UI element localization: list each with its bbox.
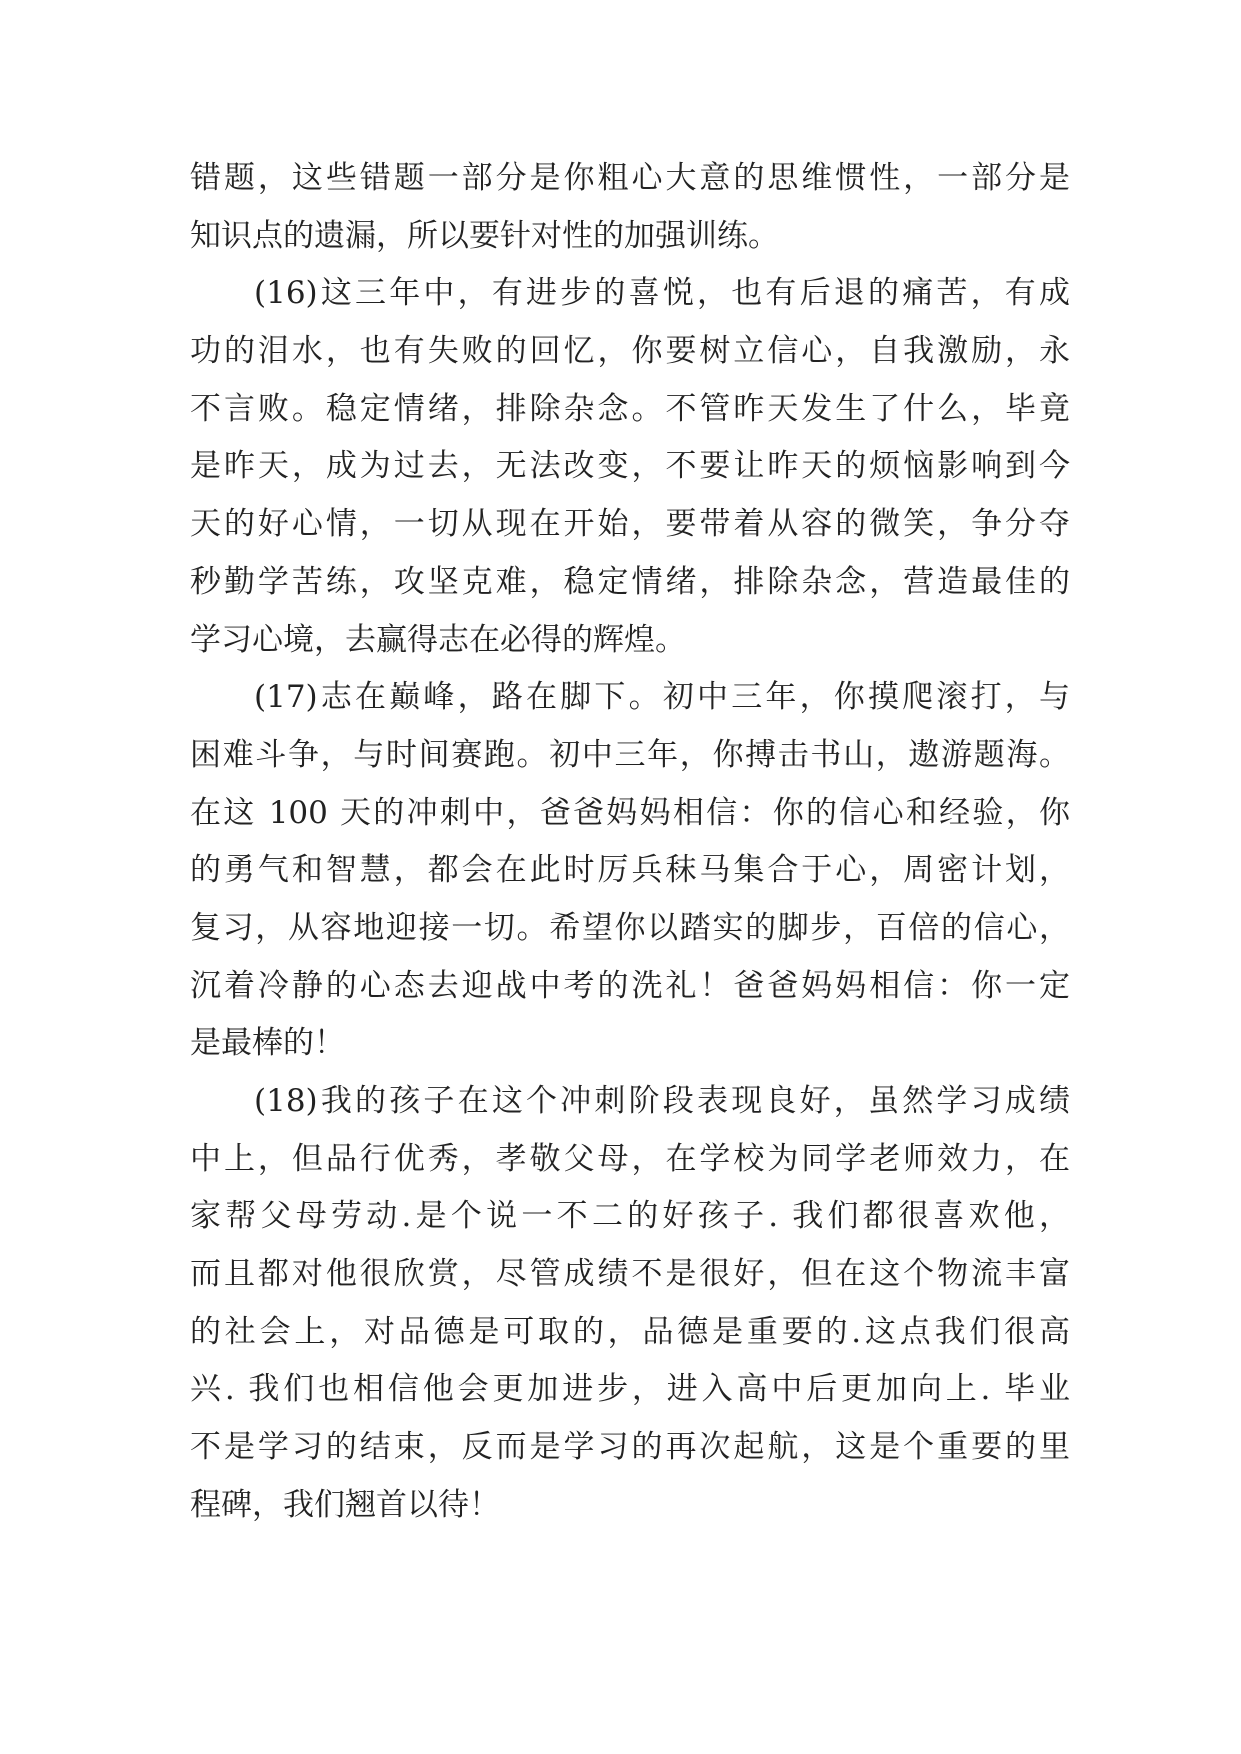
text-line: 功的泪水，也有失败的回忆，你要树立信心，自我激励，永 (190, 333, 1070, 370)
text-line: 是昨天，成为过去，无法改变，不要让昨天的烦恼影响到今 (190, 448, 1070, 485)
text-line: 知识点的遗漏，所以要针对性的加强训练。 (190, 217, 779, 254)
paragraph-17-first-line: (17)志在巅峰，路在脚下。初中三年，你摸爬滚打，与 (254, 679, 1070, 716)
text-line: 学习心境，去赢得志在必得的辉煌。 (190, 621, 686, 658)
text-line: 不是学习的结束，反而是学习的再次起航，这是个重要的里 (190, 1429, 1070, 1466)
text-line: 中上，但品行优秀，孝敬父母，在学校为同学老师效力，在 (190, 1140, 1070, 1177)
text-line: 在这 100 天的冲刺中，爸爸妈妈相信：你的信心和经验，你 (190, 794, 1070, 831)
text-line: 天的好心情，一切从现在开始，要带着从容的微笑，争分夺 (190, 506, 1070, 543)
paragraph-18-first-line: (18)我的孩子在这个冲刺阶段表现良好，虽然学习成绩 (254, 1083, 1070, 1119)
paragraph-16-first-line: (16)这三年中，有进步的喜悦，也有后退的痛苦，有成 (254, 275, 1070, 312)
text-line: 错题，这些错题一部分是你粗心大意的思维惯性，一部分是 (190, 160, 1070, 196)
text-line: 困难斗争，与时间赛跑。初中三年，你搏击书山，遨游题海。 (190, 736, 1070, 773)
text-line: 而且都对他很欣赏，尽管成绩不是很好，但在这个物流丰富 (190, 1256, 1070, 1293)
text-line: 沉着冷静的心态去迎战中考的洗礼！爸爸妈妈相信：你一定 (190, 967, 1070, 1004)
text-line: 是最棒的！ (190, 1025, 345, 1062)
text-line: 家帮父母劳动.是个说一不二的好孩子. 我们都很喜欢他， (190, 1198, 1070, 1235)
text-line: 程碑，我们翘首以待！ (190, 1486, 500, 1523)
document-body (190, 150, 1070, 1535)
text-line: 的社会上，对品德是可取的，品德是重要的.这点我们很高 (190, 1313, 1070, 1350)
text-line: 复习，从容地迎接一切。希望你以踏实的脚步，百倍的信心， (190, 909, 1070, 946)
text-line: 兴. 我们也相信他会更加进步，进入高中后更加向上. 毕业 (190, 1371, 1070, 1408)
text-line: 不言败。稳定情绪，排除杂念。不管昨天发生了什么，毕竟 (190, 390, 1070, 427)
text-line: 秒勤学苦练，攻坚克难，稳定情绪，排除杂念，营造最佳的 (190, 563, 1070, 600)
text-line: 的勇气和智慧，都会在此时厉兵秣马集合于心，周密计划， (190, 852, 1070, 889)
